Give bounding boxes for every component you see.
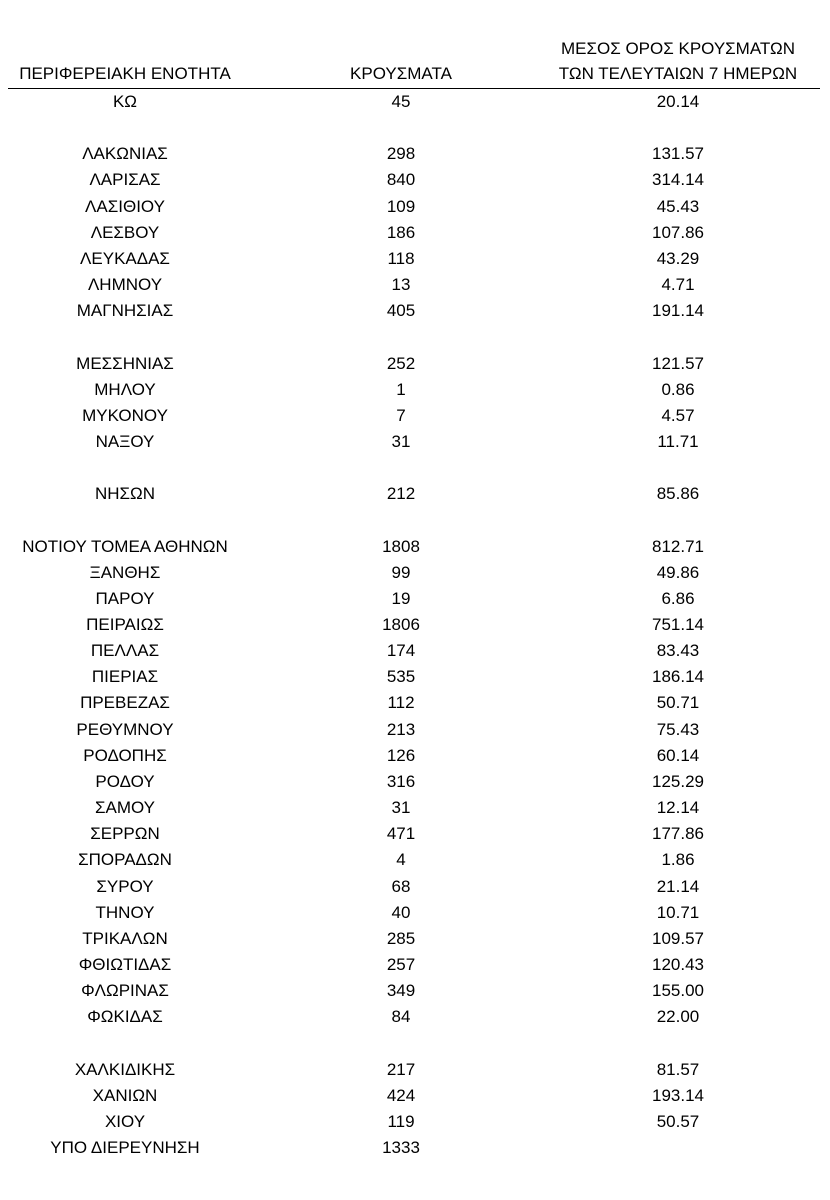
avg-cell: 4.71 (661, 275, 695, 295)
cases-cell: 68 (391, 876, 411, 896)
cases-cell: 99 (391, 562, 411, 582)
region-cell: ΠΕΛΛΑΣ (90, 641, 160, 661)
avg-cell: 50.71 (656, 693, 700, 713)
cases-cell: 1808 (382, 536, 420, 556)
region-cell: ΠΑΡΟΥ (95, 588, 155, 608)
avg-cell: 43.29 (656, 248, 700, 268)
cases-cell: 109 (386, 196, 416, 216)
avg-cell: 131.57 (652, 144, 704, 164)
region-cell: ΣΕΡΡΩΝ (90, 824, 160, 844)
header-avg-line2: ΤΩΝ ΤΕΛΕΥΤΑΙΩΝ 7 ΗΜΕΡΩΝ (558, 64, 798, 83)
cases-cell: 349 (386, 981, 416, 1001)
cases-cell: 31 (391, 431, 411, 451)
table-row (0, 1057, 830, 1083)
table-row (0, 351, 830, 377)
avg-cell: 83.43 (656, 641, 700, 661)
cases-cell: 840 (386, 170, 416, 190)
region-cell: ΠΕΙΡΑΙΩΣ (86, 615, 164, 634)
avg-cell: 81.57 (656, 1059, 700, 1079)
table-row (0, 1004, 830, 1030)
table-row (0, 769, 830, 795)
cases-cell: 126 (386, 745, 416, 765)
table-row (0, 586, 830, 612)
cases-cell: 1 (396, 379, 406, 399)
avg-cell: 10.71 (656, 902, 700, 922)
header-cases: ΚΡΟΥΣΜΑΤΑ (350, 64, 452, 83)
table-row (0, 612, 830, 638)
cases-cell: 1806 (382, 615, 420, 634)
region-cell: ΛΑΣΙΘΙΟΥ (85, 196, 165, 216)
avg-cell: 0.86 (661, 379, 695, 399)
region-cell: ΝΟΤΙΟΥ ΤΟΜΕΑ ΑΘΗΝΩΝ (22, 536, 228, 556)
avg-cell: 1.86 (661, 850, 695, 870)
avg-cell: 121.57 (652, 353, 704, 373)
region-cell: ΤΡΙΚΑΛΩΝ (82, 928, 168, 948)
avg-cell: 4.57 (661, 405, 695, 425)
region-cell: ΦΩΚΙΔΑΣ (87, 1007, 163, 1027)
avg-cell: 20.14 (656, 92, 700, 111)
cases-cell: 217 (386, 1059, 416, 1079)
cases-cell: 119 (387, 1111, 415, 1131)
avg-cell: 186.14 (652, 667, 704, 687)
avg-cell: 50.57 (656, 1111, 700, 1131)
table-row (0, 821, 830, 847)
cases-cell: 186 (386, 222, 416, 242)
region-cell: ΡΟΔΟΥ (95, 771, 155, 791)
table-row (0, 429, 830, 455)
region-cell: ΞΑΝΘΗΣ (89, 562, 161, 582)
table-row (0, 1109, 830, 1135)
cases-cell: 13 (391, 275, 411, 295)
cases-cell: 31 (391, 798, 411, 818)
region-cell: ΜΑΓΝΗΣΙΑΣ (76, 301, 174, 321)
table-row (0, 795, 830, 821)
region-cell: ΛΗΜΝΟΥ (87, 275, 163, 295)
cases-cell: 84 (391, 1007, 411, 1027)
table-row (0, 690, 830, 716)
avg-cell: 125.29 (652, 771, 704, 791)
region-cell: ΚΩ (112, 92, 138, 111)
table-row (0, 298, 830, 324)
region-cell: ΝΗΣΩΝ (94, 484, 156, 504)
table-row (0, 874, 830, 900)
cases-cell: 316 (386, 771, 416, 791)
avg-cell: 45.43 (656, 196, 700, 216)
avg-cell: 12.14 (656, 798, 700, 818)
region-cell: ΣΑΜΟΥ (94, 798, 156, 818)
table-row (0, 952, 830, 978)
avg-cell: 314.14 (652, 170, 704, 190)
avg-cell: 812.71 (652, 536, 704, 556)
avg-cell: 193.14 (652, 1085, 704, 1105)
header-region: ΠΕΡΙΦΕΡΕΙΑΚΗ ΕΝΟΤΗΤΑ (19, 64, 231, 83)
cases-cell: 252 (386, 353, 416, 373)
region-cell: ΡΟΔΟΠΗΣ (83, 745, 167, 765)
cases-cell: 535 (386, 667, 416, 687)
region-cell: ΛΑΚΩΝΙΑΣ (82, 144, 168, 164)
table-row (0, 141, 830, 167)
table-row (0, 926, 830, 952)
cases-cell: 298 (386, 144, 416, 164)
cases-cell: 212 (386, 484, 416, 504)
cases-cell: 285 (386, 928, 416, 948)
cases-cell: 424 (386, 1085, 416, 1105)
table-row (0, 638, 830, 664)
region-cell: ΧΑΛΚΙΔΙΚΗΣ (74, 1059, 176, 1079)
region-cell: ΜΕΣΣΗΝΙΑΣ (76, 353, 174, 373)
table-row (0, 1083, 830, 1109)
cases-cell: 7 (396, 405, 406, 425)
region-cell: ΥΠΟ ΔΙΕΡΕΥΝΗΣΗ (50, 1138, 200, 1157)
avg-cell: 22.00 (656, 1007, 700, 1027)
cases-cell: 118 (387, 248, 415, 268)
cases-cell: 40 (391, 902, 411, 922)
region-cell: ΛΕΣΒΟΥ (90, 222, 160, 242)
table-row (0, 481, 830, 507)
cases-cell: 19 (391, 588, 411, 608)
avg-cell: 75.43 (656, 719, 700, 739)
region-cell: ΤΗΝΟΥ (95, 902, 155, 922)
region-cell: ΠΡΕΒΕΖΑΣ (80, 693, 170, 713)
table-row (0, 743, 830, 769)
table-row (0, 717, 830, 743)
avg-cell: 11.71 (657, 431, 699, 451)
region-cell: ΠΙΕΡΙΑΣ (91, 667, 159, 687)
cases-cell: 405 (386, 301, 416, 321)
avg-cell: 85.86 (656, 484, 700, 504)
region-cell: ΜΥΚΟΝΟΥ (82, 405, 168, 425)
region-cell: ΣΥΡΟΥ (96, 876, 154, 896)
avg-cell: 120.43 (652, 954, 704, 974)
region-cell: ΜΗΛΟΥ (94, 379, 156, 399)
cases-cell: 112 (387, 693, 415, 713)
avg-cell: 177.86 (652, 824, 704, 844)
cases-cell: 471 (386, 824, 416, 844)
table-row (0, 246, 830, 272)
avg-cell: 751.14 (652, 615, 704, 634)
table-row (0, 272, 830, 298)
avg-cell: 191.14 (652, 301, 704, 321)
cases-cell: 213 (386, 719, 416, 739)
table-row (0, 403, 830, 429)
table-row (0, 847, 830, 873)
region-cell: ΧΑΝΙΩΝ (92, 1085, 158, 1105)
avg-cell: 155.00 (652, 981, 704, 1001)
region-cell: ΛΕΥΚΑΔΑΣ (80, 248, 170, 268)
table-row (0, 194, 830, 220)
region-cell: ΦΘΙΩΤΙΔΑΣ (78, 954, 172, 974)
region-cell: ΧΙΟΥ (104, 1111, 146, 1131)
avg-cell: 60.14 (656, 745, 700, 765)
table-row (0, 560, 830, 586)
header-avg-line1: ΜΕΣΟΣ ΟΡΟΣ ΚΡΟΥΣΜΑΤΩΝ (561, 39, 795, 58)
region-cell: ΛΑΡΙΣΑΣ (89, 170, 161, 190)
region-cell: ΣΠΟΡΑΔΩΝ (78, 850, 172, 870)
cases-cell: 174 (386, 641, 416, 661)
table-row (0, 664, 830, 690)
table-row (0, 534, 830, 560)
avg-cell: 107.86 (652, 222, 704, 242)
avg-cell: 6.86 (661, 588, 695, 608)
avg-cell: 21.14 (656, 876, 700, 896)
cases-cell: 4 (396, 850, 406, 870)
table-row (0, 900, 830, 926)
table-row (0, 220, 830, 246)
table-row (0, 89, 830, 115)
region-cell: ΡΕΘΥΜΝΟΥ (76, 719, 174, 739)
table-row (0, 978, 830, 1004)
cases-cell: 257 (386, 954, 416, 974)
region-cell: ΦΛΩΡΙΝΑΣ (81, 981, 169, 1001)
cases-cell: 1333 (382, 1138, 420, 1157)
cases-cell: 45 (391, 92, 411, 111)
region-cell: ΝΑΞΟΥ (95, 431, 155, 451)
table-row (0, 1135, 830, 1161)
avg-cell: 109.57 (652, 928, 704, 948)
table-row (0, 167, 830, 193)
avg-cell: 49.86 (656, 562, 700, 582)
table-row (0, 377, 830, 403)
